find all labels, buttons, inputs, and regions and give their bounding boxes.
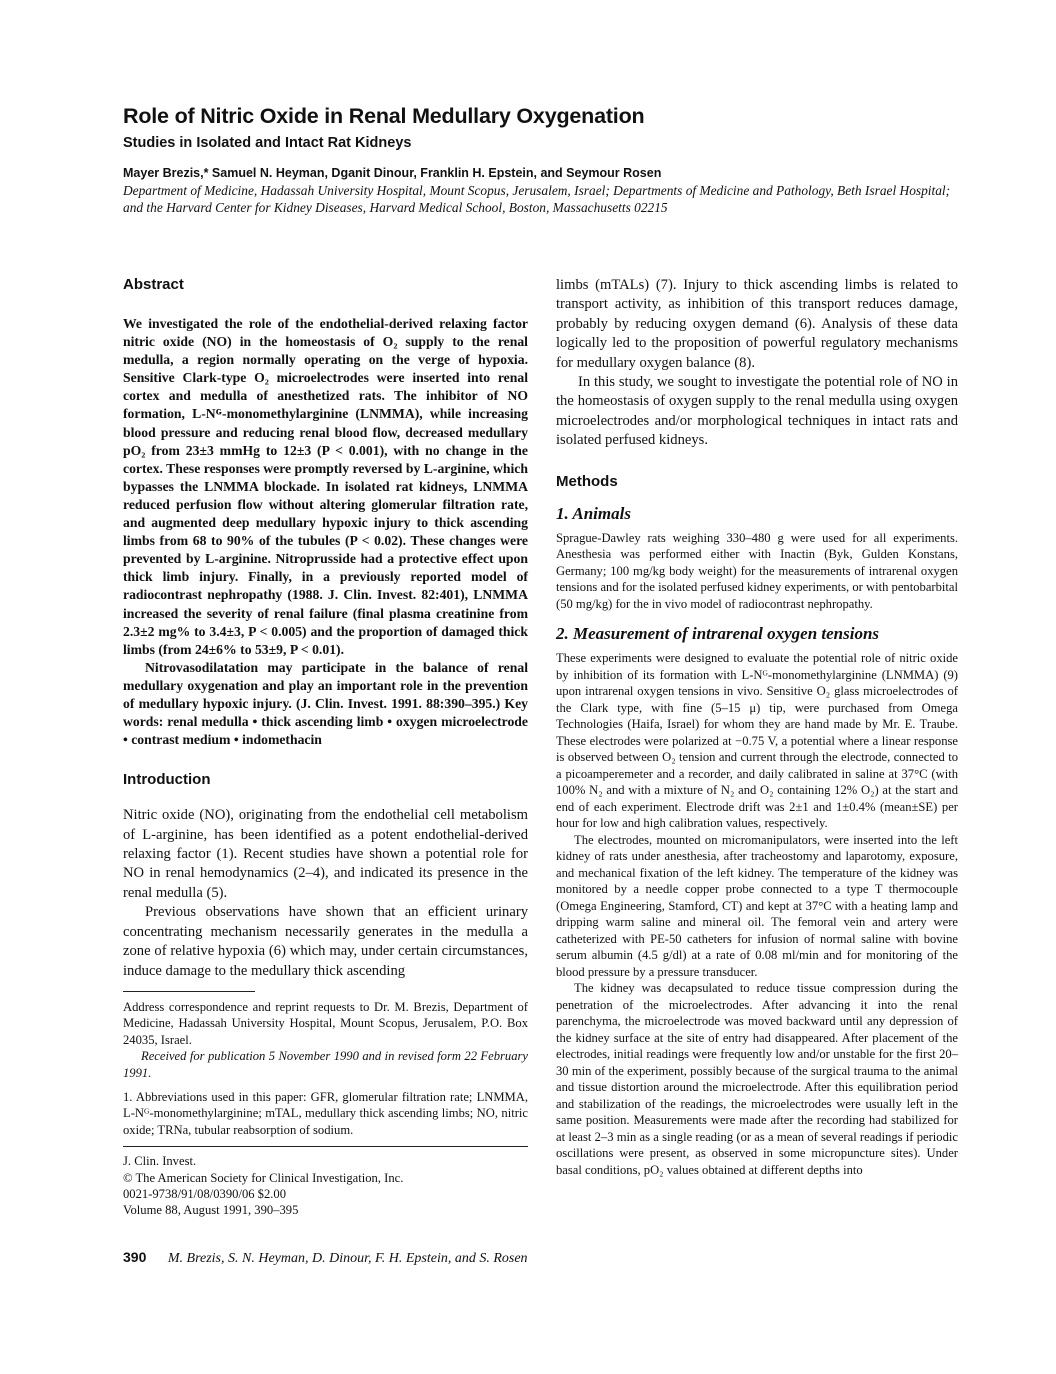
measurement-paragraph-2: The electrodes, mounted on micromanipulators, were inserted into the left kidney of rats under anesthesia, after tracheostomy and laparotomy, exposure, and mechanical fixation of the left kidney. The temperature of the kidney was monitored by a needle copper probe connected to a type T thermocouple (Omega Engineering, Stamford, CT) and kept at 37°C with a heating lamp and dripping warm saline and mineral oil. The femoral vein and artery were catheterized with PE-50 catheters for infusion of normal saline with bovine serum albumin (4.5 g/dl) at a rate of 0.08 ml/min and for monitoring of the blood pressure by a pressure transducer. <box>556 832 958 979</box>
right-column <box>556 276 958 1178</box>
measurement-paragraph-3: The kidney was decapsulated to reduce tissue compression during the penetration of the microelectrodes. After advancing it into the renal parenchyma, the microelectrode was moved backward until any depression of the kidney surface at the site of entry had disappeared. After placement of the electrodes, initial readings were frequently low and/or unstable for the first 20–30 min of the experiment, possibly because of the surgical trauma to the animal and tissue distortion around the microelectrode. After this equilibration period and stabilization of the readings, the microelectrodes were usually left in the same position. Measurements were made after the recording had stabilized for at least 2–3 min as a single reading (or as a mean of several readings if periodic oscillations were present, as observed in some micropuncture sites). Under basal conditions, pO₂ values obtained at different depths into <box>556 981 958 1177</box>
volume-line: Volume 88, August 1991, 390–395 <box>123 1203 299 1218</box>
introduction-body <box>123 806 528 981</box>
abstract-body <box>123 315 528 749</box>
measurement-subheading: 2. Measurement of intrarenal oxygen tensions <box>556 624 880 644</box>
introduction-heading: Introduction <box>123 771 211 789</box>
issn-line: 0021-9738/91/08/0390/06 $2.00 <box>123 1186 287 1201</box>
abstract-paragraph-1: We investigated the role of the endothelial-derived relaxing factor nitric oxide (NO) in the homeostasis of O₂ supply to the renal medulla, a region normally operating on the verge of hypoxia. Sensitive Clark-type O₂ microelectrodes were inserted into renal cortex and medulla of anesthetized rats. The inhibitor of NO formation, L-Nᴳ-monomethylarginine (LNMMA), while increasing blood pressure and reducing renal blood flow, decreased medullary pO₂ from 23±3 mmHg to 12±3 (P < 0.001), with no change in the cortex. These responses were promptly reversed by L-arginine, which bypasses the LNMMA blockade. In isolated rat kidneys, LNMMA reduced perfusion flow without altering glomerular filtration rate, and augmented deep medullary hypoxic injury to thick ascending limbs from 68 to 90% of the tubules (P < 0.02). These changes were prevented by L-arginine. Nitroprusside had a protective effect upon thick limb injury. Finally, in a previously reported model of radiocontrast nephropathy (1988. J. Clin. Invest. 82:401), LNMMA increased the severity of renal failure (final plasma creatinine from 2.3±2 mg% to 3.4±3, P < 0.005) and the proportion of damaged thick limbs (from 24±6% to 53±9, P < 0.01). <box>123 316 528 657</box>
footnotes <box>123 999 528 1138</box>
introduction-paragraph-2: Previous observations have shown that an efficient urinary concentrating mechanism necessarily generates in the medulla a zone of relative hypoxia (6) which may, under certain circumstances, induce damage to the medullary thick ascending <box>123 904 528 979</box>
article-title: Role of Nitric Oxide in Renal Medullary Oxygenation <box>123 104 645 128</box>
correspondence-note: Address correspondence and reprint requests to Dr. M. Brezis, Department of Medicine, Hadassah University Hospital, Mount Scopus, Jerusalem, P.O. Box 24035, Israel. <box>123 999 528 1047</box>
intro-study-aim-paragraph: In this study, we sought to investigate the potential role of NO in the homeostasis of oxygen supply to the renal medulla using oxygen microelectrodes and/or morphological techniques in intact rats and isolated perfused kidneys. <box>556 374 958 449</box>
copyright-line: © The American Society for Clinical Investigation, Inc. <box>123 1170 404 1185</box>
author-affiliation: Department of Medicine, Hadassah University Hospital, Mount Scopus, Jerusalem, Israel; Departments of Medicine and Pathology, Beth Israel Hospital; and the Harvard Center for Kidney Diseases, Harvard Medical School, Boston, Massachusetts 02215 <box>123 183 951 215</box>
running-citation: M. Brezis, S. N. Heyman, D. Dinour, F. H. Epstein, and S. Rosen <box>167 1251 528 1266</box>
page-number: 390 <box>123 1249 147 1265</box>
received-note: Received for publication 5 November 1990 and in revised form 22 February 1991. <box>123 1049 528 1080</box>
footnote-separator <box>123 991 255 992</box>
author-list: Mayer Brezis,* Samuel N. Heyman, Dganit Dinour, Franklin H. Epstein, and Seymour Rosen <box>123 166 662 180</box>
abbreviations-note: 1. Abbreviations used in this paper: GFR, glomerular filtration rate; LNMMA, L-Nᴳ-monomethylarginine; mTAL, medullary thick ascending limbs; NO, nitric oxide; TRNa, tubular reabsorption of sodium. <box>123 1089 528 1137</box>
intro-continued-paragraph: limbs (mTALs) (7). Injury to thick ascending limbs is related to transport activity, as inhibition of this transport reduces damage, probably by reducing oxygen demand (6). Analysis of these data logically led to the proposition of powerful regulatory mechanisms for medullary oxygen balance (8). <box>556 277 958 371</box>
article-subtitle: Studies in Isolated and Intact Rat Kidneys <box>123 135 412 151</box>
abstract-heading: Abstract <box>123 276 184 293</box>
abstract-paragraph-2: Nitrovasodilatation may participate in the balance of renal medullary oxygenation and play an important role in the prevention of medullary hypoxic injury. (J. Clin. Invest. 1991. 88:390–395.) Key words: renal medulla • thick ascending limb • oxygen microelectrode • contrast medium • indomethacin <box>123 659 528 748</box>
animals-paragraph: Sprague-Dawley rats weighing 330–480 g were used for all experiments. Anesthesia was performed either with Inactin (Byk, Gulden Konstans, Germany; 100 mg/kg body weight) for the measurements of intrarenal oxygen tensions and for the isolated perfused kidney experiments, or with pentobarbital (50 mg/kg) for the in vivo model of radiocontrast nephropathy. <box>556 530 958 611</box>
page-footer <box>123 1249 528 1267</box>
journal-info-separator <box>123 1146 528 1147</box>
introduction-paragraph-1: Nitric oxide (NO), originating from the endothelial cell metabolism of L-arginine, has been identified as a potent endothelial-derived relaxing factor (1). Recent studies have shown a potential role for NO in renal hemodynamics (2–4), and indicated its presence in the renal medulla (5). <box>123 807 528 901</box>
measurement-paragraph-1: These experiments were designed to evaluate the potential role of nitric oxide by inhibition of its formation with L-Nᴳ-monomethylarginine (LNMMA) (9) upon intrarenal oxygen tensions in vivo. Sensitive O₂ glass microelectrodes of the Clark type, with fine (5–15 μ) tip, were purchased from Omega Technologies (Haifa, Israel) for whom they are hand made by Mr. E. Traube. These electrodes were polarized at −0.75 V, a potential where a linear response is observed between O₂ tension and current through the electrode, connected to a picoamperemeter and a recorder, and daily calibrated in saline at 37°C (with 100% N₂ and with a mixture of N₂ and O₂ containing 12% O₂) at the start and end of each experiment. Electrode drift was 2±1 and 1±0.4% (mean±SE) per hour for low and high calibration values, respectively. <box>556 651 958 831</box>
methods-heading: Methods <box>556 472 618 490</box>
left-column <box>123 276 528 1219</box>
journal-name: J. Clin. Invest. <box>123 1154 197 1169</box>
journal-info <box>123 1153 528 1219</box>
animals-subheading: 1. Animals <box>556 503 631 523</box>
